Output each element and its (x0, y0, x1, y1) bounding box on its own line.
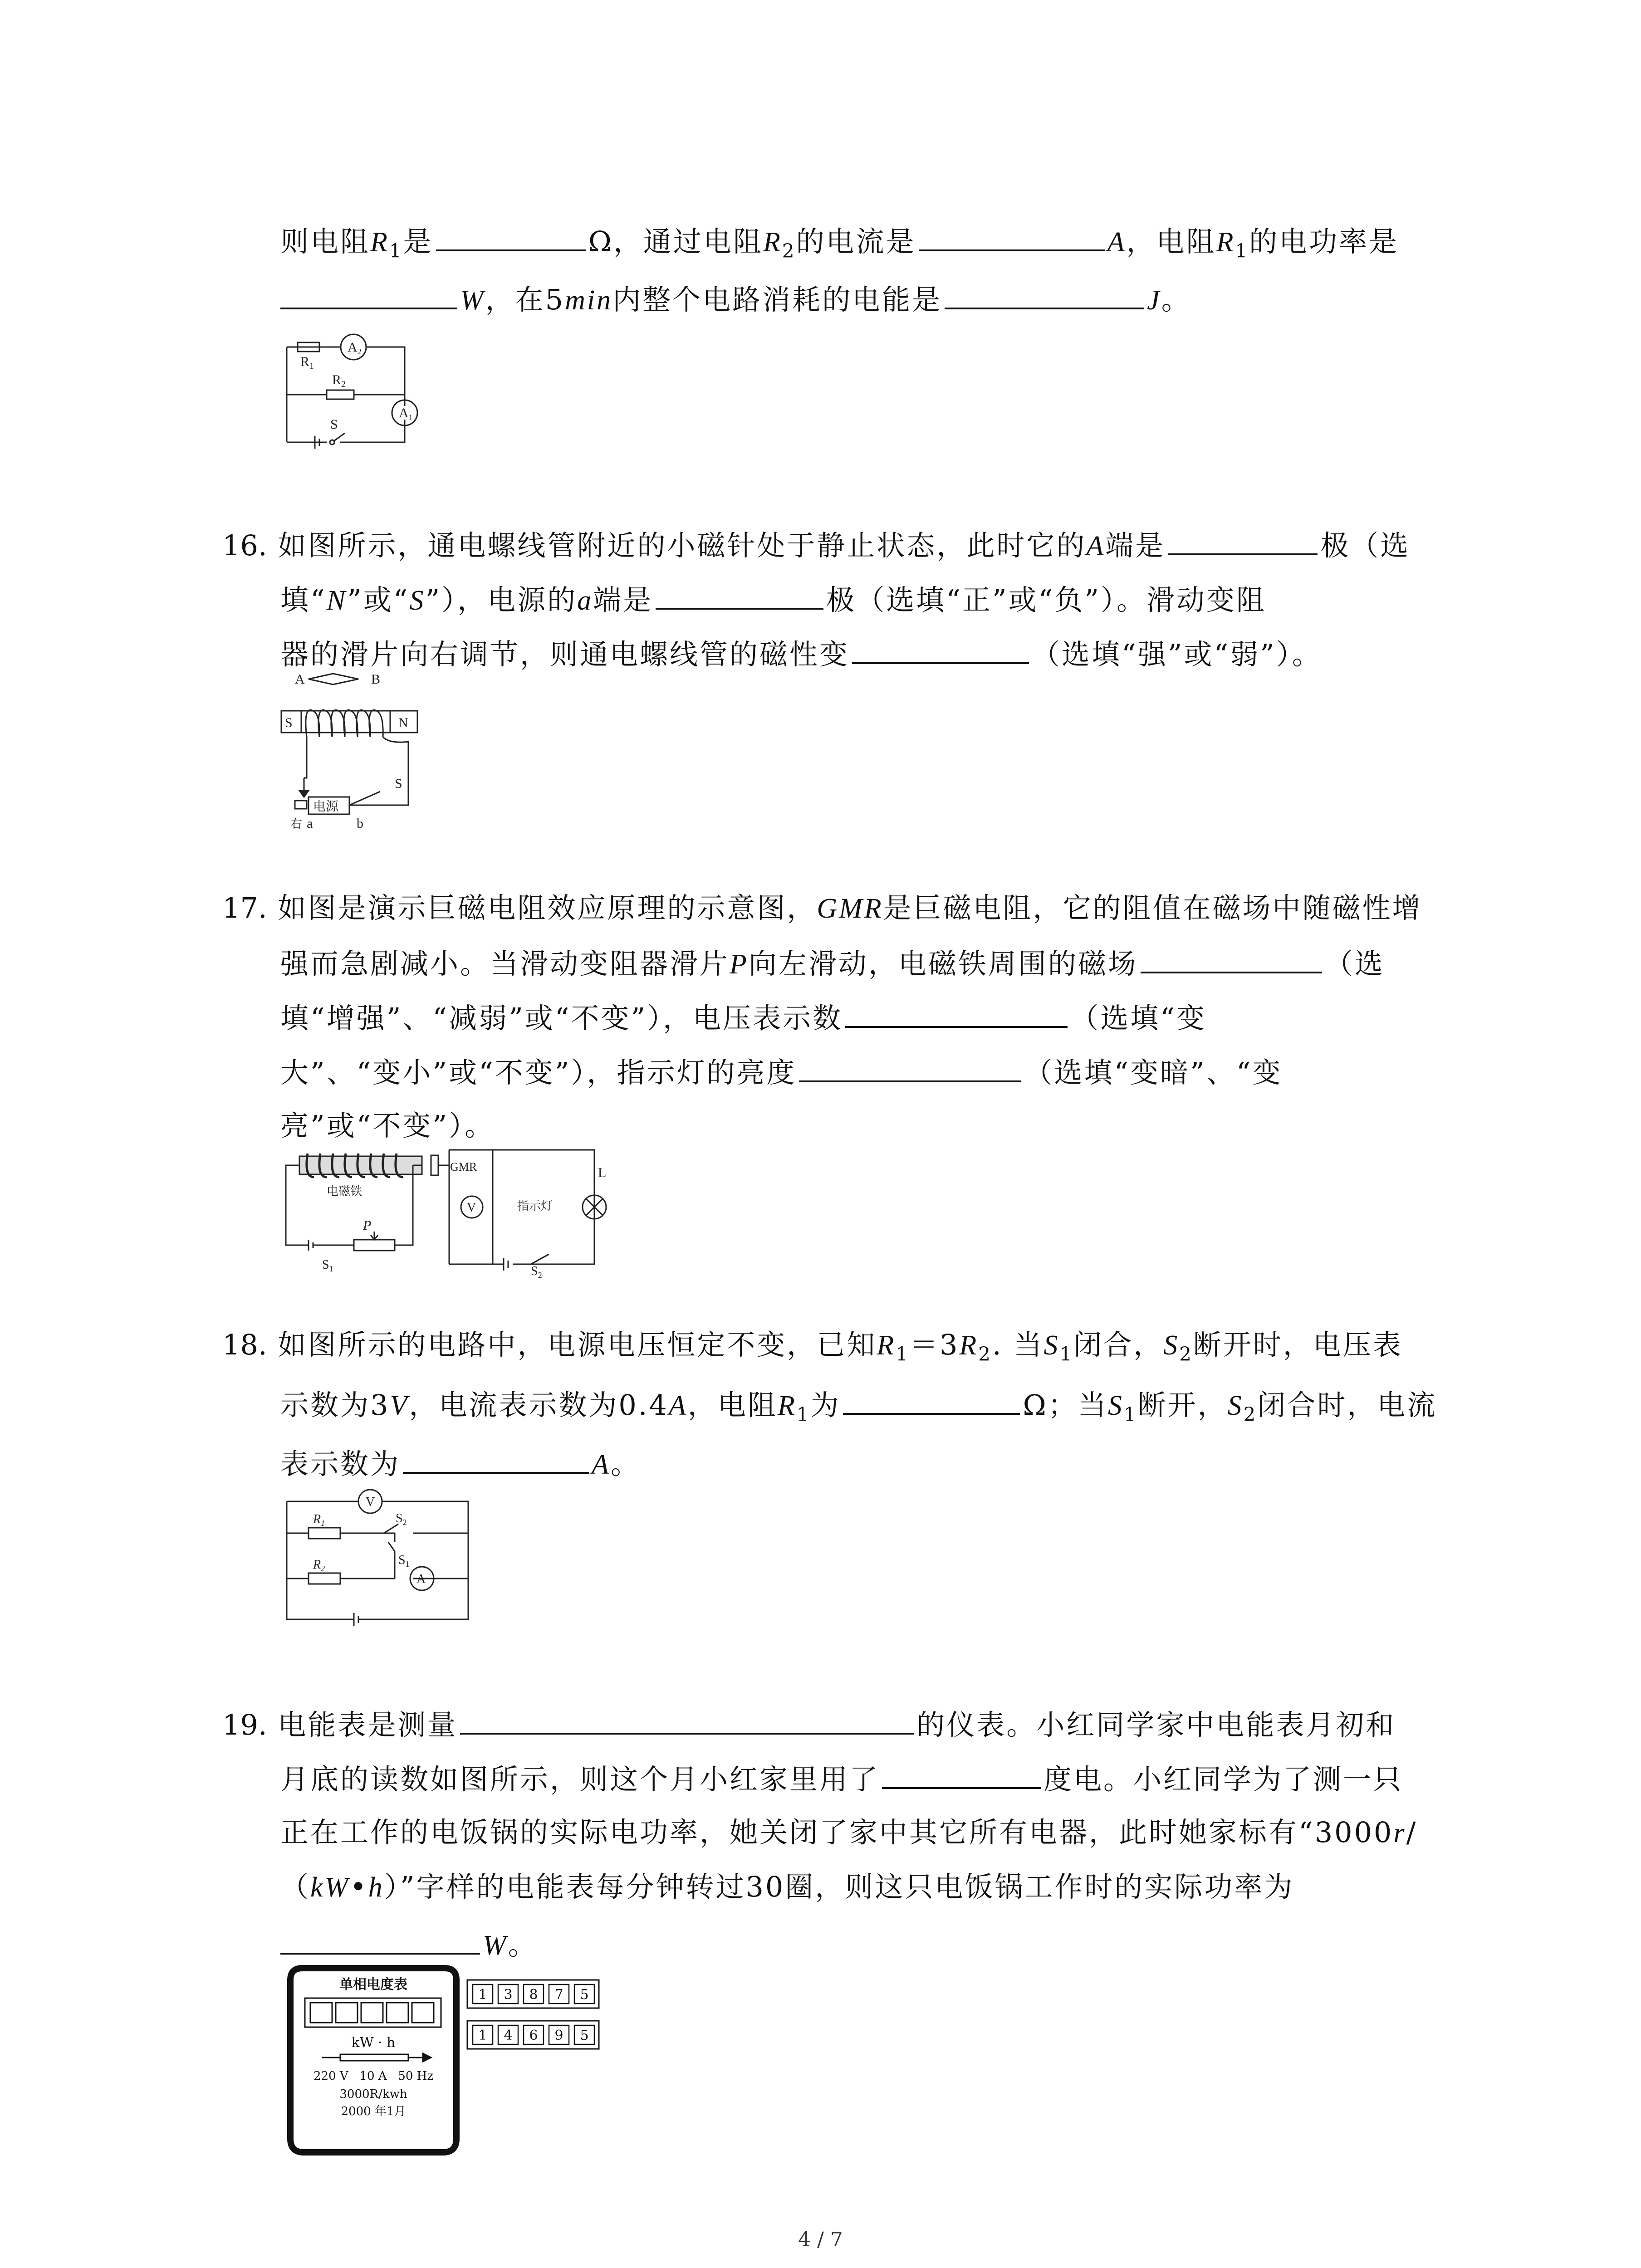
lamp-l: L (598, 1165, 607, 1180)
right-label: 右 (290, 817, 303, 831)
r2-label: $R_2$ (313, 1558, 325, 1573)
terminal-b: b (357, 816, 363, 831)
answer-blank[interactable] (436, 222, 586, 251)
question-number: 19. (222, 1708, 267, 1741)
answer-blank[interactable] (403, 1445, 589, 1474)
reading-end-digit: 6 (529, 2028, 538, 2043)
meter-unit: kW · h (351, 2035, 396, 2051)
q16-line-2: 填“N”或“S”），电源的a端是 极（选填“正”或“负”）。滑动变阻 (280, 581, 1266, 619)
answer-blank[interactable] (919, 222, 1105, 251)
question-number: 18. (222, 1328, 267, 1361)
q17-line-3: 填“增强”、“减弱”或“不变”），电压表示数 （选填“变 (280, 999, 1206, 1036)
answer-blank[interactable] (1141, 944, 1322, 973)
q17-line-5: 亮”或“不变”）。 (280, 1109, 495, 1142)
answer-blank[interactable] (843, 1386, 1020, 1415)
electromagnet-label: 电磁铁 (327, 1185, 362, 1198)
solenoid-coil (295, 710, 408, 814)
q19-line-3: 正在工作的电饭锅的实际电功率，她关闭了家中其它所有电器，此时她家标有“3000r/ (280, 1816, 1418, 1849)
compass-needle (309, 674, 358, 684)
answer-blank[interactable] (799, 1053, 1021, 1082)
r2-label: $R_2$ (332, 372, 346, 389)
power-supply-label: 电源 (313, 799, 339, 814)
answer-blank[interactable] (460, 1706, 914, 1735)
reading-end-digit: 9 (554, 2028, 563, 2043)
reading-start-digit: 5 (580, 1987, 589, 2003)
q17-line-2: 强而急剧减小。当滑动变阻器滑片P向左滑动，电磁铁周围的磁场 （选 (280, 944, 1385, 982)
q19-line-2: 月底的读数如图所示，则这个月小红家里用了 度电。小红同学为了测一只 (280, 1760, 1403, 1798)
reading-end-digit: 4 (504, 2028, 513, 2043)
voltmeter: V (467, 1201, 476, 1215)
terminal-a: a (307, 816, 313, 831)
r1-label: $R_1$ (300, 354, 314, 371)
switch-s2: $S_2$ (396, 1511, 407, 1527)
answer-blank[interactable] (852, 635, 1029, 664)
meter-rev-constant: 3000R/kwh (339, 2087, 407, 2101)
needle-end-a: A (295, 672, 305, 687)
q18-line-1: 18. 如图所示的电路中，电源电压恒定不变，已知$R_1=3R_2$. 当$S_1$闭合，$S_2$断开时，电压表 (222, 1328, 1403, 1365)
answer-blank[interactable] (656, 581, 823, 610)
q15-line-1: 则电阻$R_1$是 Ω，通过电阻$R_2$的电流是 A，电阻$R_1$的电功率是 (280, 222, 1399, 269)
answer-blank[interactable] (882, 1760, 1041, 1789)
switch-s: S (395, 776, 402, 791)
ammeter-a1: $A_1$ (399, 406, 413, 422)
answer-blank[interactable] (280, 1926, 480, 1955)
reading-start-digit: 1 (478, 1987, 487, 2003)
q18-circuit-diagram (281, 1483, 476, 1628)
meter-display (305, 1998, 441, 2027)
q17-line-1: 17. 如图是演示巨磁电阻效应原理的示意图，GMR是巨磁电阻，它的阻值在磁场中随磁性增 (222, 891, 1422, 924)
page-number: 4 / 7 (798, 2228, 843, 2251)
switch-s1: $S_1$ (398, 1553, 410, 1569)
meter-date: 2000 年1月 (341, 2105, 406, 2118)
q19-electric-meter-figure (281, 1966, 608, 2157)
meter-title: 单相电度表 (339, 1977, 407, 1993)
question-number: 17. (222, 891, 267, 924)
question-number: 16. (222, 529, 267, 562)
r1-label: $R_1$ (313, 1512, 325, 1528)
voltmeter: V (366, 1495, 375, 1509)
answer-blank[interactable] (845, 999, 1068, 1028)
reading-end-digit: 1 (478, 2028, 487, 2043)
reading-end (467, 2021, 599, 2049)
reading-end-digit: 5 (580, 2028, 589, 2043)
q17-gmr-diagram (277, 1145, 612, 1280)
q19-line-5: W。 (280, 1926, 538, 1964)
q17-line-4: 大”、“变小”或“不变”），指示灯的亮度 （选填“变暗”、“变 (280, 1053, 1283, 1091)
meter-specs: 220 V 10 A 50 Hz (313, 2069, 434, 2083)
switch-s2: $S_2$ (531, 1264, 542, 1280)
switch-s1: $S_1$ (322, 1258, 333, 1273)
q19-line-1: 19. 电能表是测量 的仪表。小红同学家中电能表月初和 (222, 1706, 1396, 1743)
reading-start (467, 1980, 599, 2008)
slider-p: P (363, 1218, 372, 1233)
q15-line-2: W，在5min内整个电路消耗的电能是 J。 (280, 280, 1191, 318)
reading-start-digit: 3 (504, 1987, 513, 2003)
ammeter-a2: $A_2$ (348, 340, 362, 356)
ammeter: A (416, 1572, 426, 1586)
pole-s: S (285, 715, 293, 730)
q18-line-3: 表示数为 A。 (280, 1445, 641, 1483)
pole-n: N (398, 715, 408, 730)
indicator-lamp-label: 指示灯 (517, 1199, 553, 1213)
answer-blank[interactable] (945, 280, 1144, 309)
q19-line-4: （kW•h）”字样的电能表每分钟转过30圈，则这只电饭锅工作时的实际功率为 (280, 1870, 1294, 1903)
reading-start-digit: 7 (554, 1987, 563, 2003)
q16-solenoid-diagram (277, 669, 426, 832)
needle-end-b: B (371, 672, 381, 687)
answer-blank[interactable] (1168, 526, 1318, 555)
reading-start-digit: 8 (529, 1987, 538, 2003)
q16-line-3: 器的滑片向右调节，则通电螺线管的磁性变 （选填“强”或“弱”）。 (280, 635, 1322, 673)
q15-circuit-diagram (281, 333, 417, 454)
q18-line-2: 示数为3V，电流表示数为0.4A，电阻$R_1$为 Ω；当$S_1$断开，$S_2$闭合时，电流 (280, 1386, 1437, 1432)
switch-s: S (330, 417, 338, 432)
q16-line-1: 16. 如图所示，通电螺线管附近的小磁针处于静止状态，此时它的A端是 极（选 (222, 526, 1410, 564)
answer-blank[interactable] (280, 280, 457, 309)
gmr-label: GMR (450, 1160, 477, 1173)
